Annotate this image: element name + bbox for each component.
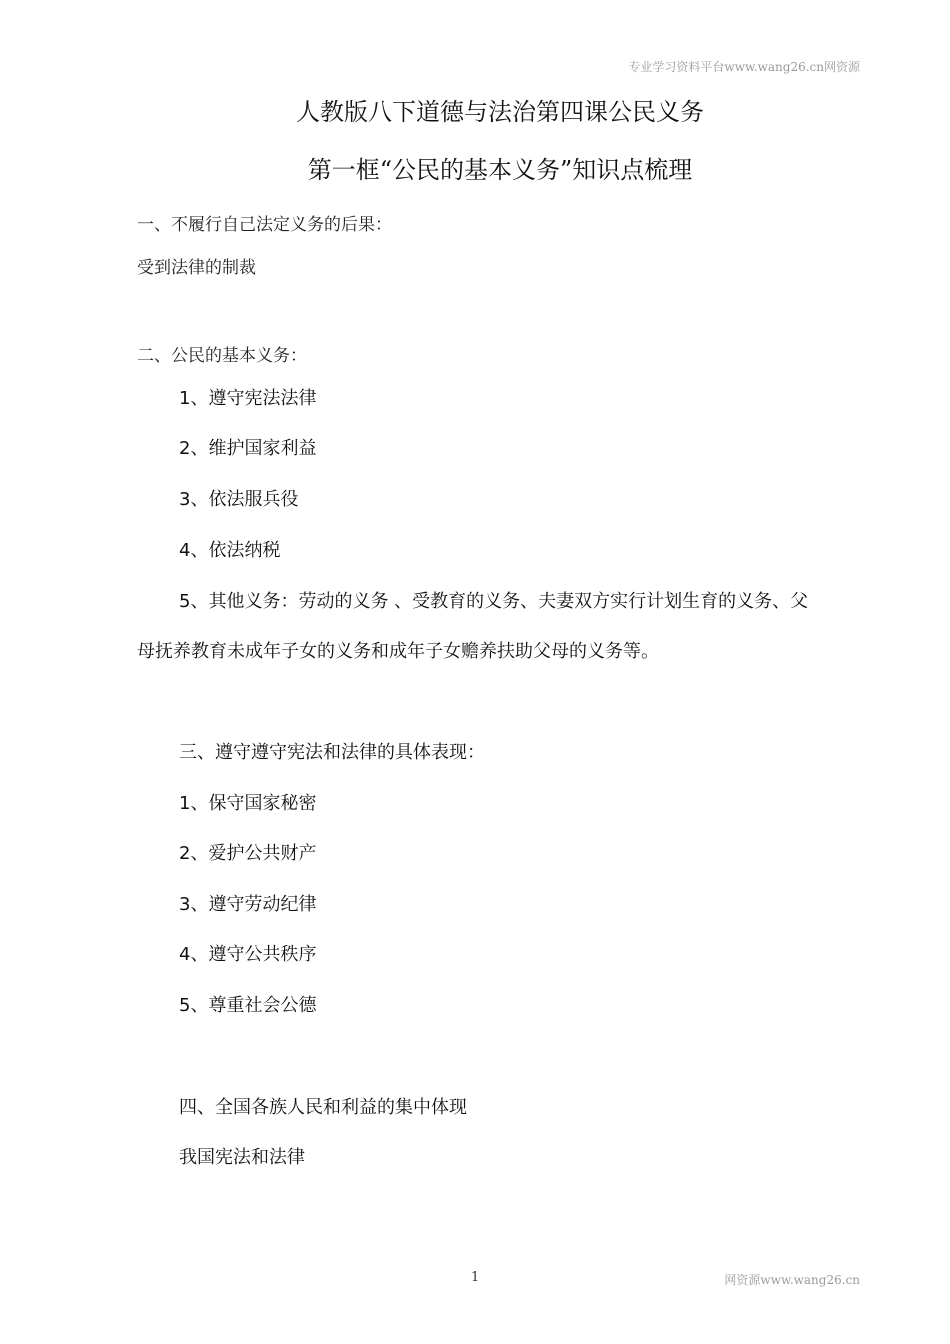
section4-heading: 四、全国各族人民和利益的集中体现 (179, 1097, 467, 1118)
section2-item-3: 3、依法服兵役 (179, 489, 299, 510)
section3-item-1: 1、保守国家秘密 (179, 793, 317, 814)
footer-watermark: 网资源www.wang26.cn (724, 1273, 860, 1287)
section3-item-2: 2、爱护公共财产 (179, 843, 317, 864)
section2-item-4: 4、依法纳税 (179, 540, 281, 561)
section1-heading: 一、不履行自己法定义务的后果： (137, 215, 392, 235)
section3-heading: 三、遵守遵守宪法和法律的具体表现： (179, 742, 485, 763)
section2-heading: 二、公民的基本义务： (137, 346, 307, 366)
page-number: 1 (471, 1270, 480, 1285)
section2-item-5-line1: 5、其他义务：劳动的义务 、受教育的义务、夫妻双方实行计划生育的义务、父 (179, 591, 809, 612)
header-watermark: 专业学习资料平台www.wang26.cn网资源 (628, 60, 860, 74)
section1-content: 受到法律的制裁 (137, 258, 256, 278)
section4-content: 我国宪法和法律 (179, 1147, 305, 1168)
section3-item-5: 5、尊重社会公德 (179, 995, 317, 1016)
page-subtitle: 第一框“公民的基本义务”知识点梳理 (307, 156, 693, 184)
page-title: 人教版八下道德与法治第四课公民义务 (296, 98, 704, 126)
section2-item-1: 1、遵守宪法法律 (179, 388, 317, 409)
section2-item-5-line2: 母抚养教育未成年子女的义务和成年子女赡养扶助父母的义务等。 (137, 641, 659, 662)
section2-item-2: 2、维护国家利益 (179, 438, 317, 459)
section3-item-4: 4、遵守公共秩序 (179, 944, 317, 965)
section3-item-3: 3、遵守劳动纪律 (179, 894, 317, 915)
